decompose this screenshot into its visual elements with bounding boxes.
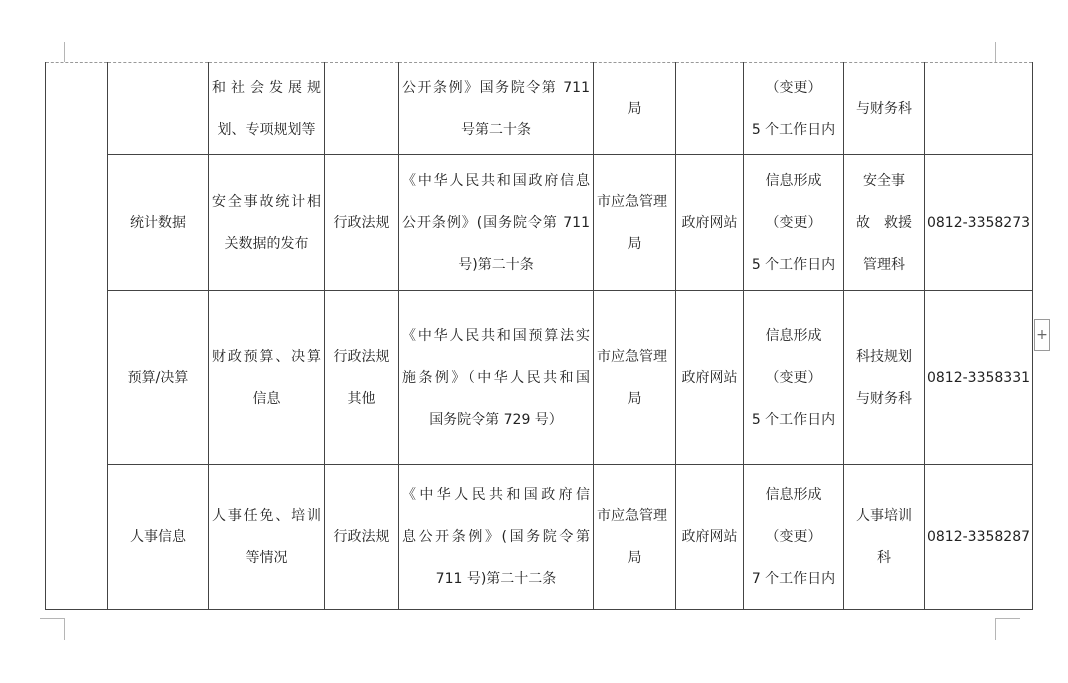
phone-number: 0812-3358287 xyxy=(926,529,1031,545)
cell-line: 信息形成 xyxy=(765,172,822,189)
crop-mark-bottom-left-v xyxy=(64,618,65,640)
cell-line: 《中华人民共和国政府信息 xyxy=(402,172,590,189)
content-cell xyxy=(209,291,325,465)
cell-line: 统计数据 xyxy=(130,214,186,231)
phone-cell xyxy=(925,291,1033,465)
cell-line: 与财务科 xyxy=(856,100,912,117)
category-cell xyxy=(108,465,209,610)
phone-cell xyxy=(925,465,1033,610)
content-cell xyxy=(209,155,325,291)
cell-line: 5 个工作日内 xyxy=(751,411,836,428)
table-row xyxy=(46,63,1033,155)
time-limit-cell xyxy=(744,291,844,465)
cell-line: 711 号)第二十二条 xyxy=(435,571,557,587)
cell-line: 市应急管理 xyxy=(597,508,667,524)
channel-cell xyxy=(676,465,744,610)
basis-type-cell xyxy=(325,63,399,155)
table-row xyxy=(46,465,1033,610)
department-cell xyxy=(594,155,676,291)
cell-line: 政府网站 xyxy=(681,369,738,386)
crop-mark-top-left xyxy=(64,42,65,62)
channel-cell xyxy=(676,63,744,155)
cell-line: 行政法规 xyxy=(333,348,390,365)
cell-line: 信息形成 xyxy=(765,327,822,344)
cell-line: （变更） xyxy=(765,214,822,231)
basis-type-cell xyxy=(325,291,399,465)
responsible-unit-cell xyxy=(844,291,925,465)
cell-line: 科技规划 xyxy=(856,348,912,365)
cell-line: 行政法规 xyxy=(333,529,390,545)
cell-line: 7 个工作日内 xyxy=(751,571,836,587)
responsible-unit-cell xyxy=(844,465,925,610)
legal-basis-cell xyxy=(399,155,594,291)
crop-mark-top-right xyxy=(995,42,996,62)
cell-line: 安全事 xyxy=(863,172,905,189)
cell-line: （变更） xyxy=(765,79,822,96)
legal-basis-cell xyxy=(399,465,594,610)
cell-line: 《中华人民共和国预算法实 xyxy=(402,327,590,344)
cell-line: 划、专项规划等 xyxy=(217,121,316,138)
cell-line: 人事信息 xyxy=(130,529,186,545)
crop-mark-bottom-right-h xyxy=(995,618,1020,619)
department-cell xyxy=(594,291,676,465)
table-body xyxy=(46,63,1033,610)
phone-number: 0812-3358273 xyxy=(926,214,1031,231)
content-cell xyxy=(209,465,325,610)
cell-line: 公开条例》(国务院令第 711 xyxy=(402,214,590,231)
time-limit-cell xyxy=(744,465,844,610)
cell-line: 预算/决算 xyxy=(127,369,189,386)
cell-line: 信息 xyxy=(252,390,281,407)
cell-line: 《中华人民共和国政府信 xyxy=(402,487,590,503)
legal-basis-cell xyxy=(399,291,594,465)
crop-mark-bottom-left-h xyxy=(40,618,65,619)
cell-line: 息公开条例》(国务院令第 xyxy=(402,529,590,545)
channel-cell xyxy=(676,291,744,465)
cell-line: 信息形成 xyxy=(765,487,822,503)
cell-line: 安全事故统计相 xyxy=(212,193,321,210)
cell-line: 故 救援 xyxy=(856,214,912,231)
cell-line: 国务院令第 729 号） xyxy=(429,411,563,428)
blank-left-column xyxy=(46,63,108,610)
category-cell xyxy=(108,63,209,155)
category-cell xyxy=(108,291,209,465)
cell-line: 市应急管理 xyxy=(597,193,667,210)
cell-line: 市应急管理 xyxy=(597,348,667,365)
cell-line: 人事任免、培训 xyxy=(212,508,321,524)
cell-line: （变更） xyxy=(765,369,822,386)
cell-line: 其他 xyxy=(347,390,376,407)
channel-cell xyxy=(676,155,744,291)
cell-line: 局 xyxy=(627,100,642,117)
category-cell xyxy=(108,155,209,291)
expand-button[interactable]: + xyxy=(1034,319,1050,351)
phone-number: 0812-3358331 xyxy=(926,369,1031,386)
content-cell xyxy=(209,63,325,155)
legal-basis-cell xyxy=(399,63,594,155)
basis-type-cell xyxy=(325,465,399,610)
cell-line: 管理科 xyxy=(863,256,905,273)
cell-line: 与财务科 xyxy=(856,390,912,407)
table-row xyxy=(46,291,1033,465)
cell-line: 财政预算、决算 xyxy=(212,348,321,365)
cell-line: 号第二十条 xyxy=(461,121,531,138)
cell-line: 公开条例》国务院令第 711 xyxy=(402,79,590,96)
disclosure-table xyxy=(45,62,1033,610)
responsible-unit-cell xyxy=(844,155,925,291)
basis-type-cell xyxy=(325,155,399,291)
cell-line: 关数据的发布 xyxy=(224,235,309,252)
table-row xyxy=(46,155,1033,291)
cell-line: 等情况 xyxy=(245,550,288,566)
cell-line: 施条例》（中华人民共和国 xyxy=(402,369,590,386)
cell-line: 科 xyxy=(877,550,891,566)
cell-line: 人事培训 xyxy=(856,508,912,524)
time-limit-cell xyxy=(744,63,844,155)
cell-line: 5 个工作日内 xyxy=(751,256,836,273)
department-cell xyxy=(594,465,676,610)
cell-line: 政府网站 xyxy=(681,214,738,231)
cell-line: 局 xyxy=(627,390,642,407)
cell-line: 行政法规 xyxy=(333,214,390,231)
cell-line: 和社会发展规 xyxy=(212,79,321,96)
responsible-unit-cell xyxy=(844,63,925,155)
phone-cell xyxy=(925,63,1033,155)
crop-mark-bottom-right-v xyxy=(995,618,996,640)
cell-line: 局 xyxy=(627,550,642,566)
cell-line: 5 个工作日内 xyxy=(751,121,836,138)
department-cell xyxy=(594,63,676,155)
phone-cell xyxy=(925,155,1033,291)
cell-line: 局 xyxy=(627,235,642,252)
cell-line: 号)第二十条 xyxy=(458,256,534,273)
cell-line: （变更） xyxy=(765,529,822,545)
cell-line: 政府网站 xyxy=(681,529,738,545)
time-limit-cell xyxy=(744,155,844,291)
